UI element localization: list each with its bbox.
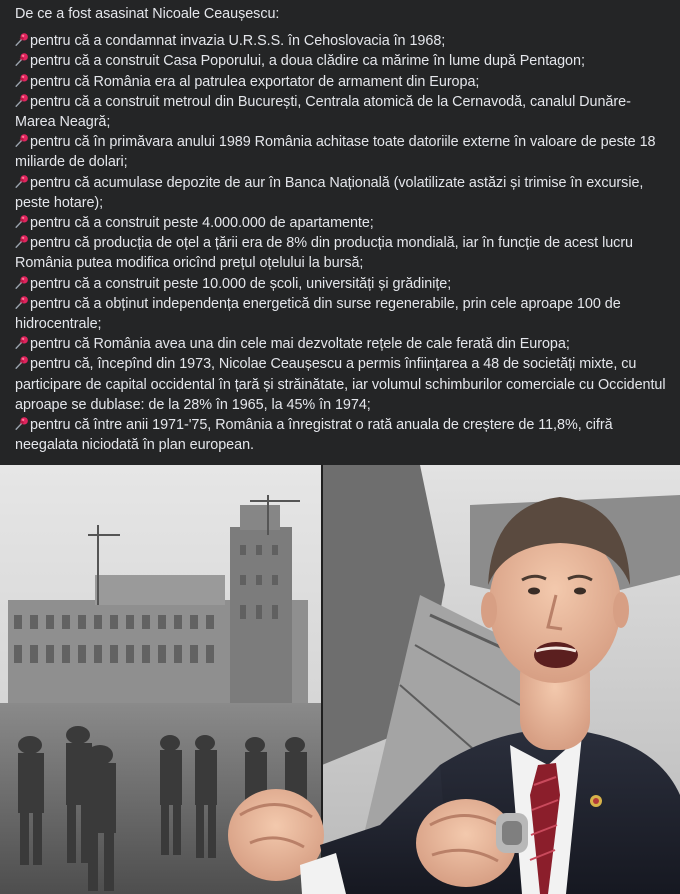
list-item (15, 173, 670, 213)
post-headline: De ce a fost asasinat Nicoale Ceaușescu: (15, 6, 280, 22)
list-item-text: pentru că România avea una din cele mai dezvoltate rețele de cale ferată din Europa; (30, 336, 570, 353)
list-item-text: pentru că între anii 1971-'75, România a înregistrat o rată anuala de creștere de 11,8%, cifră neegalata niciodată în plan european. (15, 417, 613, 454)
pushpin-icon (15, 214, 29, 229)
pushpin-icon (15, 52, 29, 67)
list-item (15, 233, 670, 273)
pushpin-icon (15, 32, 29, 47)
pushpin-icon (15, 93, 29, 108)
list-item-text: pentru că a construit metroul din București, Centrala atomică de la Cernavodă, canalul Dunăre-Marea Neagră; (15, 93, 631, 131)
pushpin-icon (15, 275, 29, 290)
pushpin-icon (15, 234, 29, 249)
list-item (15, 354, 670, 415)
pushpin-icon (15, 416, 29, 431)
list-item (15, 132, 670, 172)
list-item (15, 294, 670, 334)
pushpin-icon (15, 73, 29, 88)
post-photo-collage[interactable] (0, 465, 680, 894)
list-item-text: pentru că a construit peste 10.000 de școli, universități și grădinițe; (30, 275, 452, 292)
list-item (15, 92, 670, 132)
list-item (15, 415, 670, 455)
list-item-text: pentru că România era al patrulea exportator de armament din Europa; (30, 73, 480, 90)
pushpin-icon (15, 133, 29, 148)
list-item (15, 72, 670, 92)
list-item-text: pentru că, începînd din 1973, Nicolae Ceaușescu a permis înființarea a 48 de societăți mixte, cu participare de capital occidental în țară și străinătate, iar volumul schimburilor comerciale cu Occidentul aproape se dublase: de la 28% în 1965, la 45% în 1974; (15, 356, 666, 413)
list-item-text: pentru că producția de oțel a țării era de 8% din producția mondială, iar în funcție de acest lucru România putea modifica oricînd prețul oțelului la bursă; (15, 235, 634, 272)
list-item-text: pentru că a construit Casa Poporului, a doua clădire ca mărime în lume după Pentagon; (30, 53, 585, 70)
list-item (15, 51, 670, 71)
list-item-text: pentru că a construit peste 4.000.000 de apartamente; (30, 215, 374, 232)
list-item (15, 213, 670, 233)
list-item (15, 334, 670, 354)
pushpin-icon (15, 174, 29, 189)
list-item-text: pentru că a condamnat invazia U.R.S.S. în Cehoslovacia în 1968; (30, 33, 446, 50)
pushpin-icon (15, 335, 29, 350)
pushpin-icon (15, 355, 29, 370)
photo-collage-illustration (0, 465, 680, 894)
list-item-text: pentru că acumulase depozite de aur în Banca Națională (volatilizate astăzi și trimise în excursie, peste hotare); (15, 174, 644, 211)
list-item-text: pentru că a obținut independența energetică din surse regenerabile, prin cele aproape 100 de hidrocentrale; (15, 295, 621, 333)
list-item-text: pentru că în primăvara anului 1989 România achitase toate datoriile externe în valoare de peste 18 miliarde de dolari; (15, 134, 656, 171)
pushpin-icon (15, 295, 29, 310)
list-item (15, 274, 670, 294)
list-item (15, 31, 670, 51)
